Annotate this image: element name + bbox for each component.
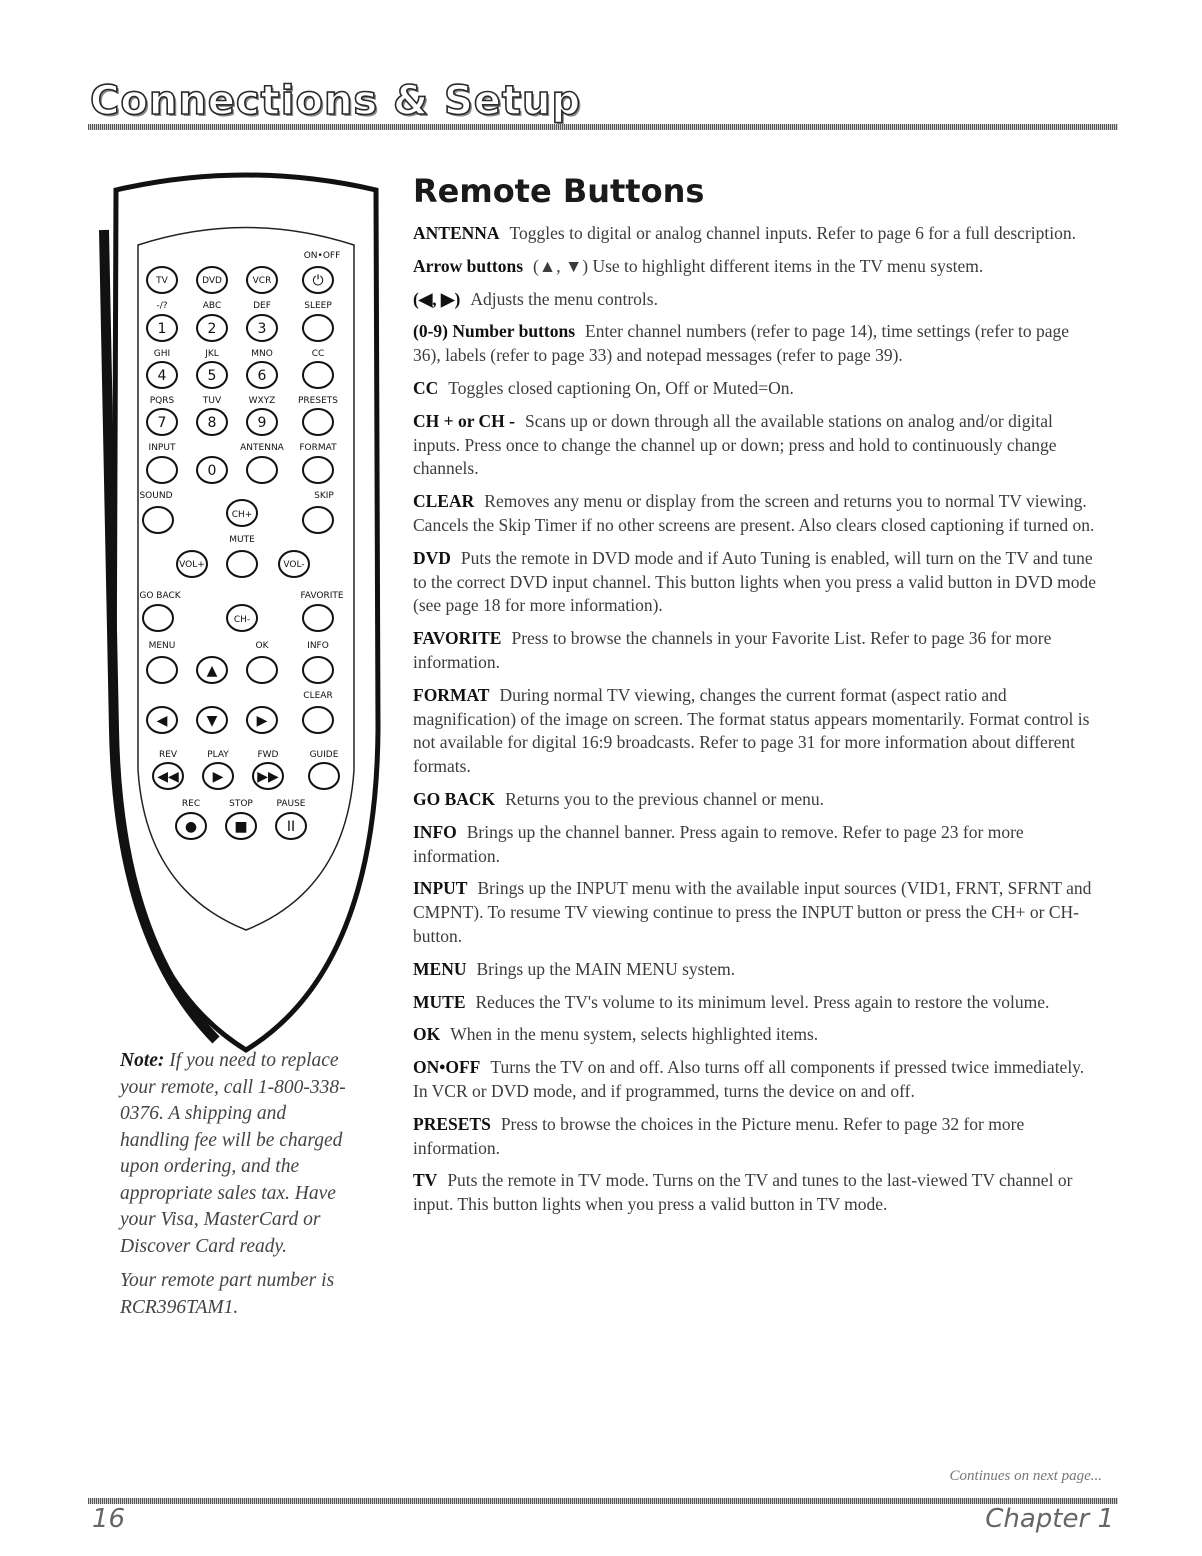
entry-term: DVD xyxy=(413,547,451,568)
description-entry xyxy=(413,877,1101,948)
description-entry xyxy=(413,410,1101,481)
description-entry xyxy=(413,222,1101,246)
entry-term: FAVORITE xyxy=(413,628,502,649)
entry-text: Press to browse the choices in the Picture menu. Refer to page 32 for more information. xyxy=(413,1113,1025,1158)
remote-label: GUIDE xyxy=(309,750,339,760)
remote-label: SLEEP xyxy=(304,301,332,311)
go-back-button xyxy=(143,605,173,631)
remote-label: PRESETS xyxy=(298,396,338,406)
remote-button-label: 0 xyxy=(207,463,217,479)
description-entry xyxy=(413,490,1101,538)
entry-text: Puts the remote in DVD mode and if Auto Tuning is enabled, will turn on the TV and tune to the correct DVD input channel. This button lights when you press a valid button in DVD mode (see page 18 for more information). xyxy=(413,547,1097,616)
remote-button-label: ◀◀ xyxy=(157,769,179,785)
entry-text: During normal TV viewing, changes the current format (aspect ratio and magnification) of the image on screen. The format status appears momentarily. Format control is not available for digital 16:9 broadcasts. Refer to page 31 for more information about different formats. xyxy=(413,684,1090,777)
entry-text: Returns you to the previous channel or menu. xyxy=(505,788,824,809)
on-off-label: ON•OFF xyxy=(303,251,341,261)
mute-button xyxy=(227,551,257,577)
entry-text: When in the menu system, selects highlighted items. xyxy=(450,1024,819,1045)
mode-button-label: DVD xyxy=(202,276,222,286)
entry-term: INFO xyxy=(413,821,457,842)
note-box xyxy=(120,1048,350,1329)
remote-label: MNO xyxy=(251,349,273,359)
remote-button-label: ⏻ xyxy=(312,273,324,289)
note-text: If you need to replace your remote, call 1-800-338-0376. A shipping and handling fee will be charged upon ordering, and the appropriate sales tax. Have your Visa, MasterCard or Discover Card ready. xyxy=(120,1050,346,1257)
entry-text: Turns the TV on and off. Also turns off all components if pressed twice immediately. In VCR or DVD mode, and if programmed, turns the device on and off. xyxy=(413,1057,1085,1101)
mode-button-label: TV xyxy=(156,276,168,286)
entry-text: Brings up the MAIN MENU system. xyxy=(476,958,736,979)
remote-button-label: ● xyxy=(184,819,198,835)
remote-label: -/? xyxy=(156,301,168,311)
description-entry xyxy=(413,320,1101,368)
entry-term: OK xyxy=(413,1024,441,1045)
description-entry xyxy=(413,1056,1101,1104)
remote-button-label: ◀ xyxy=(156,713,168,729)
description-entry xyxy=(413,958,1101,982)
entry-term: GO BACK xyxy=(413,788,496,809)
continues-note: Continues on next page... xyxy=(949,1468,1102,1484)
description-entry xyxy=(413,1023,1101,1047)
entry-term: ANTENNA xyxy=(413,223,500,243)
remote-label: STOP xyxy=(229,799,253,809)
remote-button-label: ▶ xyxy=(256,713,268,729)
description-entry xyxy=(413,255,1101,279)
entry-term: MUTE xyxy=(413,991,466,1012)
mode-button-label: VCR xyxy=(252,276,272,286)
input-button xyxy=(147,457,177,483)
description-entry xyxy=(413,377,1101,401)
entry-term: INPUT xyxy=(413,878,468,899)
remote-label: SOUND xyxy=(139,491,173,501)
entry-text: Toggles to digital or analog channel inputs. Refer to page 6 for a full description. xyxy=(509,223,1076,243)
button-descriptions xyxy=(413,222,1101,1226)
remote-label: MUTE xyxy=(229,535,255,545)
entry-text: Adjusts the menu controls. xyxy=(470,288,658,309)
menu-button xyxy=(147,657,177,683)
remote-label: VOL+ xyxy=(179,560,205,570)
remote-label: SKIP xyxy=(314,491,334,501)
description-entry xyxy=(413,684,1101,779)
remote-button-label: 8 xyxy=(207,415,217,431)
note-label: Note: xyxy=(120,1050,165,1071)
sound-button xyxy=(143,507,173,533)
entry-term: (◀, ▶) xyxy=(413,288,461,309)
entry-term: Arrow buttons xyxy=(413,255,524,276)
remote-button-label: 6 xyxy=(257,368,267,384)
antenna-button xyxy=(247,457,277,483)
remote-label: TUV xyxy=(202,396,222,406)
description-entry xyxy=(413,627,1101,675)
remote-label: DEF xyxy=(253,301,271,311)
remote-button-label: 9 xyxy=(257,415,267,431)
remote-label: ABC xyxy=(202,301,222,311)
remote-label: PAUSE xyxy=(276,799,306,809)
entry-term: CLEAR xyxy=(413,491,475,512)
remote-label: GHI xyxy=(153,349,171,359)
entry-term: PRESETS xyxy=(413,1113,491,1134)
entry-text: Brings up the INPUT menu with the available input sources (VID1, FRNT, SFRNT and CMPNT). To resume TV viewing continue to press the INPUT button or press the CH+ or CH- button. xyxy=(413,878,1092,946)
header-divider xyxy=(88,124,1118,130)
remote-button-label: ■ xyxy=(234,819,248,835)
guide-button xyxy=(309,763,339,789)
entry-text: Scans up or down through all the available stations on analog and/or digital inputs. Press once to change the channel up or down; press and hold to continuously change channels. xyxy=(413,410,1057,479)
remote-label: WXYZ xyxy=(248,396,276,406)
entry-text: Toggles closed captioning On, Off or Muted=On. xyxy=(448,377,794,398)
remote-label: CLEAR xyxy=(303,691,333,701)
remote-label: FWD xyxy=(257,750,279,760)
remote-button-label: 5 xyxy=(207,368,217,384)
entry-text: Press to browse the channels in your Favorite List. Refer to page 36 for more information. xyxy=(413,628,1052,672)
remote-button-label: 1 xyxy=(157,321,167,337)
format-button xyxy=(303,457,333,483)
footer-divider xyxy=(88,1498,1118,1504)
description-entry xyxy=(413,788,1101,812)
remote-label: PLAY xyxy=(207,750,229,760)
remote-label: FORMAT xyxy=(299,443,337,453)
remote-label: INFO xyxy=(307,641,329,651)
remote-button-label: 3 xyxy=(257,321,267,337)
info-button xyxy=(303,657,333,683)
remote-label: REV xyxy=(158,750,178,760)
chapter-label: Chapter 1 xyxy=(985,1504,1114,1534)
entry-term: (0-9) Number buttons xyxy=(413,321,576,342)
entry-term: CH + or CH - xyxy=(413,410,516,431)
entry-term: ON•OFF xyxy=(413,1057,481,1078)
favorite-button xyxy=(303,605,333,631)
entry-text: Puts the remote in TV mode. Turns on the TV and tunes to the last-viewed TV channel or input. This button lights when you press a valid button in TV mode. xyxy=(413,1170,1073,1215)
remote-label: VOL- xyxy=(283,560,305,570)
remote-button-label: ▼ xyxy=(206,713,218,729)
remote-label: PQRS xyxy=(149,396,175,406)
section-title: Remote Buttons xyxy=(413,172,705,210)
entry-text: (▲, ▼) Use to highlight different items in the TV menu system. xyxy=(533,255,984,276)
ok-button xyxy=(247,657,277,683)
presets-button xyxy=(303,409,333,435)
entry-term: FORMAT xyxy=(413,684,490,705)
description-entry xyxy=(413,1169,1101,1217)
page-number: 16 xyxy=(92,1504,126,1534)
remote-label: CH+ xyxy=(231,510,253,520)
remote-label: REC xyxy=(181,799,201,809)
remote-button-label: ▲ xyxy=(206,663,218,679)
sleep-button xyxy=(303,315,333,341)
description-entry xyxy=(413,547,1101,618)
page-header-title: Connections & Setup xyxy=(90,78,582,124)
entry-text: Brings up the channel banner. Press again to remove. Refer to page 23 for more information. xyxy=(413,821,1024,866)
entry-text: Enter channel numbers (refer to page 14), time settings (refer to page 36), labels (refer to page 33) and notepad messages (refer to page 39). xyxy=(413,321,1070,366)
remote-label: INPUT xyxy=(148,443,176,453)
remote-label: MENU xyxy=(148,641,176,651)
remote-button-label: 2 xyxy=(207,321,217,337)
remote-button-label: ▶ xyxy=(212,769,224,785)
remote-label: OK xyxy=(255,641,269,651)
remote-label: GO BACK xyxy=(139,591,181,601)
entry-term: TV xyxy=(413,1170,438,1191)
remote-button-label: 7 xyxy=(157,415,167,431)
note-part-number: Your remote part number is RCR396TAM1. xyxy=(120,1270,335,1318)
description-entry xyxy=(413,288,1101,312)
remote-label: FAVORITE xyxy=(300,591,344,601)
remote-label: CH- xyxy=(233,615,251,625)
entry-term: MENU xyxy=(413,958,467,979)
remote-label: CC xyxy=(311,349,325,359)
remote-illustration xyxy=(96,170,396,1062)
remote-label: ANTENNA xyxy=(240,443,284,453)
clear-button xyxy=(303,707,333,733)
entry-text: Removes any menu or display from the screen and returns you to normal TV viewing. Cancels the Skip Timer if no other screens are present. Also clears closed captioning if turned on. xyxy=(413,491,1095,535)
remote-button-label: II xyxy=(286,819,296,835)
skip-button xyxy=(303,507,333,533)
description-entry xyxy=(413,1113,1101,1161)
remote-button-label: 4 xyxy=(157,368,167,384)
remote-label: JKL xyxy=(205,349,219,359)
description-entry xyxy=(413,991,1101,1015)
entry-term: CC xyxy=(413,377,439,398)
entry-text: Reduces the TV's volume to its minimum level. Press again to restore the volume. xyxy=(475,991,1050,1012)
cc-button xyxy=(303,362,333,388)
description-entry xyxy=(413,821,1101,869)
remote-button-label: ▶▶ xyxy=(257,769,279,785)
